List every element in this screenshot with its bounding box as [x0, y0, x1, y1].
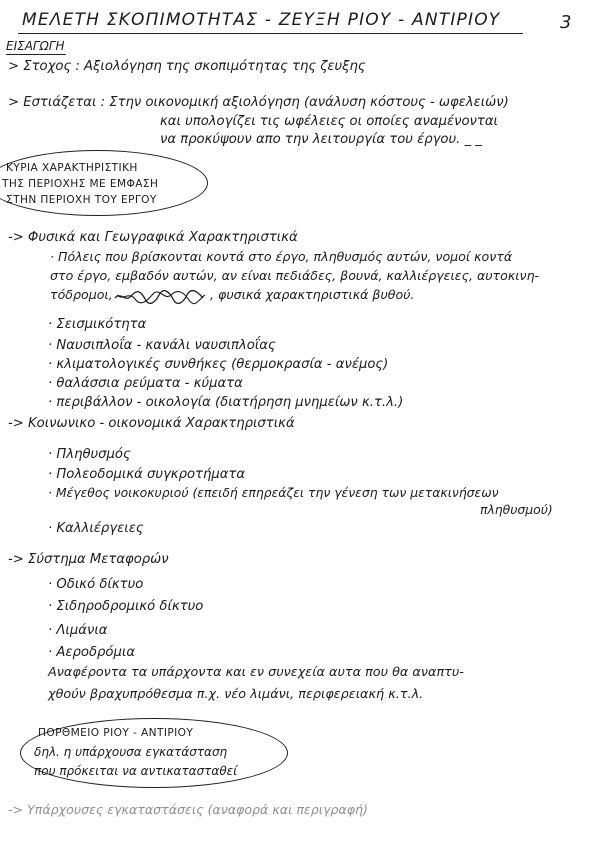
intro-heading: ΕΙΣΑΓΩΓΗ	[6, 39, 65, 53]
faint-note-line: -> Υπάρχουσες εγκαταστάσεις (αναφορά και περιγραφή)	[8, 802, 368, 817]
intro-heading-underline	[6, 54, 66, 55]
section-heading-physical: -> Φυσικά και Γεωγραφικά Χαρακτηριστικά	[8, 230, 298, 245]
intro-focus-line: > Εστιάζεται : Στην οικονομική αξιολόγηση (ανάλυση κόστους - ωφελειών)	[8, 95, 509, 110]
list-item: · θαλάσσια ρεύματα - κύματα	[48, 376, 243, 391]
list-item: · κλιματολογικές συνθήκες (θερμοκρασία - ανέμος)	[48, 357, 389, 372]
list-item: · Σεισμικότητα	[48, 317, 147, 332]
list-item: · Καλλιέργειες	[48, 521, 144, 536]
page-title: ΜΕΛΕΤΗ ΣΚΟΠΙΜΟΤΗΤΑΣ - ΖΕΥΞΗ ΡΙΟΥ - ΑΝΤΙΡΙΟΥ	[22, 10, 501, 30]
crossed-out-scribble	[113, 289, 209, 305]
title-underline	[18, 33, 523, 34]
bubble-text: ΣΤΗΝ ΠΕΡΙΟΧΗ ΤΟΥ ΕΡΓΟΥ	[6, 194, 157, 206]
list-item: · Σιδηροδρομικό δίκτυο	[48, 599, 204, 614]
bubble-text: ΤΗΣ ΠΕΡΙΟΧΗΣ ΜΕ ΕΜΦΑΣΗ	[2, 178, 159, 190]
list-item: · περιβάλλον - οικολογία (διατήρηση μνημείων κ.τ.λ.)	[48, 395, 404, 410]
list-item: · Λιμάνια	[48, 623, 108, 638]
list-item: τόδρομοι,	[50, 287, 113, 302]
intro-focus-line: και υπολογίζει τις ωφέλειες οι οποίες αναμένονται	[160, 114, 499, 129]
intro-focus-line: να προκύψουν απο την λειτουργία του έργου. _ _	[160, 132, 482, 147]
list-item: στο έργο, εμβαδόν αυτών, αν είναι πεδιάδες, βουνά, καλλιέργειες, αυτοκινη-	[50, 268, 540, 283]
bubble-text: που πρόκειται να αντικατασταθεί	[34, 764, 238, 778]
intro-goal-line: > Στοχος : Αξιολόγηση της σκοπιμότητας της ζευξης	[8, 59, 366, 74]
page-number: 3	[560, 12, 573, 33]
list-item: · Οδικό δίκτυο	[48, 577, 144, 592]
section-heading-transport: -> Σύστημα Μεταφορών	[8, 552, 169, 567]
bubble-text: ΠΟΡΘΜΕΙΟ ΡΙΟΥ - ΑΝΤΙΡΙΟΥ	[38, 727, 194, 739]
list-item: · Μέγεθος νοικοκυριού (επειδή επηρεάζει την γένεση των μετακινήσεων	[48, 485, 499, 500]
list-item-continuation: πληθυσμού)	[480, 502, 553, 517]
list-item: · Αεροδρόμια	[48, 645, 136, 660]
transport-note: Αναφέροντα τα υπάρχοντα και εν συνεχεία αυτα που θα αναπτυ-	[48, 665, 464, 680]
bubble-text: δηλ. η υπάρχουσα εγκατάσταση	[34, 745, 228, 759]
list-item: · Πολεοδομικά συγκροτήματα	[48, 467, 246, 482]
list-item: · Ναυσιπλοΐα - κανάλι ναυσιπλοΐας	[48, 338, 276, 353]
list-item: , φυσικά χαρακτηριστικά βυθού.	[210, 287, 415, 302]
section-heading-social: -> Κοινωνικο - οικονομικά Χαρακτηριστικά	[8, 416, 295, 431]
bubble-text: ΚΥΡΙΑ ΧΑΡΑΚΤΗΡΙΣΤΙΚΗ	[6, 162, 138, 174]
list-item: · Πόλεις που βρίσκονται κοντά στο έργο, πληθυσμός αυτών, νομοί κοντά	[50, 249, 513, 264]
transport-note: χθούν βραχυπρόθεσμα π.χ. νέο λιμάνι, περιφερειακή κ.τ.λ.	[48, 687, 424, 702]
list-item: · Πληθυσμός	[48, 447, 131, 462]
